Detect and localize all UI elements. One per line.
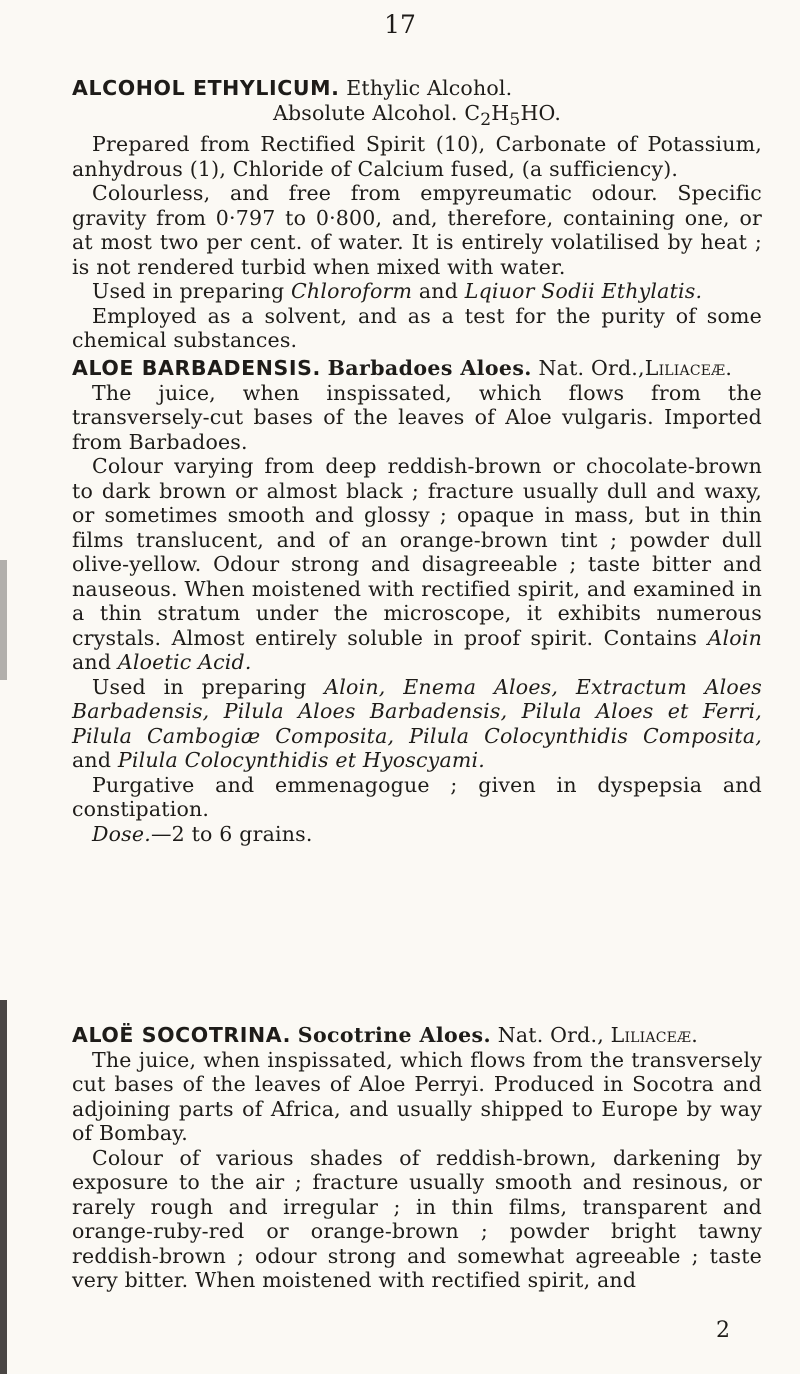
source-paragraph: The juice, when inspissated, which flows from the transversely-cut bases of the leaves of Aloe vulgaris. Imported from Barbadoes. [72,380,762,454]
preparation-names: Aloin, Enema Aloes, Extractum Aloes Barbadensis, Pilula Aloes Barbadensis, Pilula Aloes et Ferri, Pilula Cambogiæ Composita, Pilula Colocynthidis Composita, [72,674,762,748]
natural-order-label: Nat. Ord., [538,356,645,380]
natural-order: Liliaceæ. [644,356,733,380]
formula-subscript: 2 [480,109,492,130]
formula-part: HO. [520,100,562,125]
entry-heading: ALCOHOL ETHYLICUM. [72,76,340,100]
text-run: Used in preparing [92,279,285,304]
entry-aloe-socotrina [72,1023,762,1293]
dose-paragraph [72,822,762,847]
natural-order: Liliaceæ. [610,1023,698,1047]
preparation-paragraph: Prepared from Rectified Spirit (10), Carbonate of Potassium, anhydrous (1), Chloride of Calcium fused, (a sufficiency). [72,132,762,181]
page-number: 17 [384,10,416,39]
description-paragraph: Colourless, and free from empyreumatic odour. Specific gravity from 0·797 to 0·800, and, therefore, containing one, or at most two per cent. of water. It is entirely volatilised by heat ; is not rendered turbid when mixed with water. [72,181,762,279]
description-paragraph [72,454,762,675]
signature-mark: 2 [716,1318,730,1343]
uses-paragraph [72,279,762,304]
entry-heading-line [72,1023,762,1048]
text-run: Colour varying from deep reddish-brown or chocolate-brown to dark brown or almost black ; fracture usually dull and waxy, or sometimes smooth and glossy ; opaque in mass, but in thin films translucent, and of an orange-brown tint ; powder dull olive-yellow. Odour strong and disagreeable ; taste bitter and nauseous. When moistened with rectified spirit, and examined in a thin stratum under the microscope, it exhibits numerous crystals. Almost entirely soluble in proof spirit. Contains [72,454,762,650]
entry-heading-line [72,76,762,101]
text-run: Used in preparing [92,674,307,699]
english-name: Barbadoes Aloes. [327,356,532,380]
entry-aloe-barbadensis [72,356,762,846]
text-run: and [418,279,459,304]
formula-line [72,101,762,133]
preparation-name: Lqiuor Sodii Ethylatis. [464,279,703,304]
source-paragraph: The juice, when inspissated, which flows from the transversely cut bases of the leaves of Aloe Perryi. Produced in Socotra and adjoining parts of Africa, and usually shipped to Europe by way of Bombay. [72,1047,762,1145]
entry-heading: ALOË SOCOTRINA. [72,1023,292,1047]
page-edge-shadow [0,560,7,680]
dose-value: —2 to 6 grains. [150,821,313,846]
synonym: Absolute Alcohol. [272,100,458,125]
english-name: Socotrine Aloes. [297,1023,491,1047]
uses-paragraph [72,675,762,773]
action-paragraph: Purgative and emmenagogue ; given in dyspepsia and constipation. [72,772,762,821]
entry-alcohol-ethylicum [72,76,762,353]
constituent-name: Aloin [707,625,762,650]
chemical-formula [464,100,562,130]
constituent-name: Aloetic Acid. [117,650,252,674]
page-edge-shadow [0,1000,7,1374]
english-name: Ethylic Alcohol. [346,76,513,100]
entry-heading-line [72,356,762,381]
formula-part: H [491,100,510,125]
entry-heading: ALOE BARBADENSIS. [72,356,321,380]
text-run: and [72,748,112,772]
preparation-name: Pilula Colocynthidis et Hyoscyami. [117,748,485,772]
description-paragraph: Colour of various shades of reddish-brown, darkening by exposure to the air ; fracture usually smooth and resinous, or rarely rough and irregular ; in thin films, transparent and orange-ruby-red or orange-brown ; powder bright tawny reddish-brown ; odour strong and somewhat agreeable ; taste very bitter. When moistened with rectified spirit, and [72,1145,762,1292]
preparation-name: Chloroform [291,279,413,304]
dose-label: Dose. [92,821,151,846]
formula-part: C [464,100,481,125]
formula-subscript: 5 [509,109,521,130]
employment-paragraph: Employed as a solvent, and as a test for the purity of some chemical substances. [72,303,762,353]
natural-order-label: Nat. Ord., [497,1023,604,1047]
text-run: and [72,650,112,674]
